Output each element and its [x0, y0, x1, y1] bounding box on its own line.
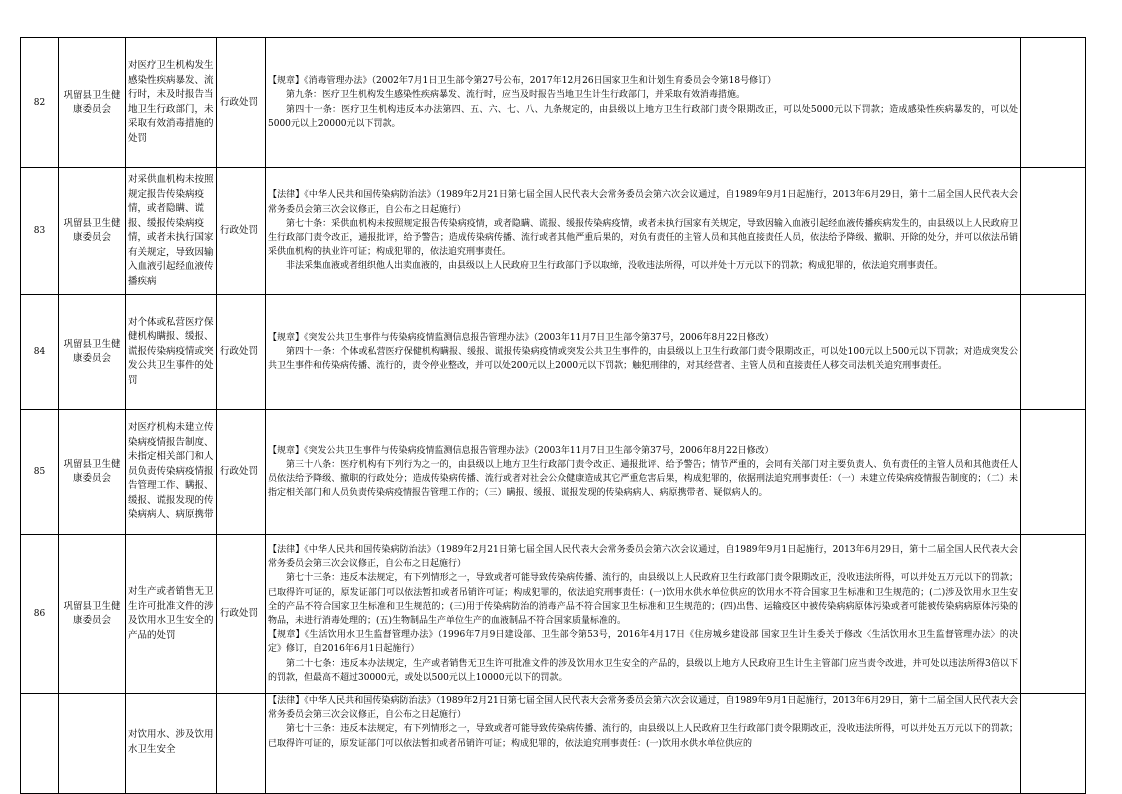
department: 巩留县卫生健康委员会 — [59, 295, 126, 410]
row-number: 83 — [21, 168, 59, 295]
basis-article: 第四十一条：医疗卫生机构违反本办法第四、五、六、七、八、九条规定的，由县级以上地方卫生行政部门责令限期改正，可以处5000元以下罚款；造成感染性疾病暴发的，可以处5000元以上20000元以下罚款。 — [268, 104, 1018, 129]
regulation-table-sheet — [20, 37, 1086, 794]
penalty-type — [217, 694, 266, 794]
basis-source: 【规章】《突发公共卫生事件与传染病疫情监测信息报告管理办法》（2003年11月7日卫生部令第37号，2006年8月22日修改） — [268, 332, 774, 343]
table-row — [21, 694, 1086, 794]
item-text: 对饮用水、涉及饮用水卫生安全 — [128, 729, 214, 755]
department — [59, 694, 126, 794]
basis-source: 【规章】《生活饮用水卫生监督管理办法》（1996年7月9日建设部、卫生部令第53号，2016年4月17日《住房城乡建设部 国家卫生计生委关于修改〈生活饮用水卫生监督管理办法〉的决定》修订，自2016年6月1日起施行） — [268, 630, 1018, 655]
table-row — [21, 535, 1086, 694]
remarks-cell — [1021, 535, 1086, 694]
basis-source: 【法律】《中华人民共和国传染病防治法》（1989年2月21日第七届全国人民代表大会常务委员会第六次会议通过，自1989年9月1日起施行，2013年6月29日，第十二届全国人民代表大会常务委员会第三次会议修正，自公布之日起施行） — [268, 544, 1018, 570]
remarks-cell — [1021, 295, 1086, 410]
penalty-type: 行政处罚 — [217, 168, 266, 295]
legal-basis — [266, 295, 1021, 410]
department: 巩留县卫生健康委员会 — [59, 168, 126, 295]
basis-source: 【规章】《突发公共卫生事件与传染病疫情监测信息报告管理办法》（2003年11月7日卫生部令第37号，2006年8月22日修改） — [268, 445, 774, 456]
legal-basis — [266, 410, 1021, 535]
item-name — [126, 295, 217, 410]
legal-basis — [266, 694, 1021, 794]
item-name — [126, 38, 217, 168]
department: 巩留县卫生健康委员会 — [59, 410, 126, 535]
department: 巩留县卫生健康委员会 — [59, 38, 126, 168]
legal-basis — [266, 535, 1021, 694]
item-text: 对生产或者销售无卫生许可批准文件的涉及饮用水卫生安全的产品的处罚 — [128, 586, 214, 641]
penalty-type: 行政处罚 — [217, 410, 266, 535]
basis-article: 第七十三条：违反本法规定，有下列情形之一，导致或者可能导致传染病传播、流行的，由县级以上人民政府卫生行政部门责令限期改正，没收违法所得，可以并处五万元以下的罚款；已取得许可证的，原发证部门可以依法暂扣或者吊销许可证；构成犯罪的，依法追究刑事责任：(一)饮用水供水单位供应的饮用水不符合国家卫生标准和卫生规范的；(二)涉及饮用水卫生安全的产品不符合国家卫生标准和卫生规范的；(三)用于传染病防治的消毒产品不符合国家卫生标准和卫生规范的；(四)出售、运输疫区中被传染病病原体污染或者可能被传染病病原体污染的物品，未进行消毒处理的；(五)生物制品生产单位生产的血液制品不符合国家质量标准的。 — [268, 573, 1018, 626]
department: 巩留县卫生健康委员会 — [59, 535, 126, 694]
remarks-cell — [1021, 38, 1086, 168]
item-name — [126, 535, 217, 694]
row-number — [21, 694, 59, 794]
remarks-cell — [1021, 168, 1086, 295]
item-text: 对个体或私营医疗保健机构瞒报、缓报、谎报传染病疫情或突发公共卫生事件的处罚 — [128, 316, 214, 386]
basis-article: 第二十七条：违反本办法规定，生产或者销售无卫生许可批准文件的涉及饮用水卫生安全的产品的，县级以上地方人民政府卫生计生主管部门应当责令改进，并可处以违法所得3倍以下的罚款，但最高不超过30000元，或处以500元以上10000元以下的罚款。 — [268, 658, 1018, 683]
basis-source: 【法律】《中华人民共和国传染病防治法》（1989年2月21日第七届全国人民代表大会常务委员会第六次会议通过，自1989年9月1日起施行，2013年6月29日，第十二届全国人民代表大会常务委员会第三次会议修正，自公布之日起施行） — [268, 190, 1018, 215]
basis-article: 第九条：医疗卫生机构发生感染性疾病暴发、流行时，应当及时报告当地卫生计生行政部门，并采取有效消毒措施。 — [286, 90, 746, 101]
legal-basis — [266, 168, 1021, 295]
basis-article: 第四十一条：个体或私营医疗保健机构瞒报、缓报、谎报传染病疫情或突发公共卫生事件的，由县级以上卫生行政部门责令限期改正，可以处100元以上500元以下罚款；对造成突发公共卫生事件和传染病传播、流行的，责令停业整改，并可以处200元以上2000元以下罚款；触犯刑律的，对其经营者、主管人员和直接责任人移交司法机关追究刑事责任。 — [268, 346, 1018, 372]
row-number: 84 — [21, 295, 59, 410]
row-number: 85 — [21, 410, 59, 535]
basis-source: 【法律】《中华人民共和国传染病防治法》（1989年2月21日第七届全国人民代表大会常务委员会第六次会议通过，自1989年9月1日起施行，2013年6月29日，第十二届全国人民代表大会常务委员会第三次会议修正，自公布之日起施行） — [268, 696, 1018, 721]
row-number: 82 — [21, 38, 59, 168]
basis-article: 第七十条：采供血机构未按照规定报告传染病疫情，或者隐瞒、谎报、缓报传染病疫情，或者未执行国家有关规定，导致因输入血液引起经血液传播疾病发生的，由县级以上人民政府卫生行政部门责令改正，通报批评，给予警告；造成传染病传播、流行或者其他严重后果的，对负有责任的主管人员和其他直接责任人员，依法给予降级、撤职、开除的处分，并可以依法吊销采供血机构的执业许可证；构成犯罪的，依法追究刑事责任。 — [268, 218, 1018, 258]
basis-source: 【规章】《消毒管理办法》（2002年7月1日卫生部令第27号公布，2017年12月26日国家卫生和计划生育委员会令第18号修订） — [268, 76, 777, 87]
penalty-type: 行政处罚 — [217, 38, 266, 168]
table-row — [21, 295, 1086, 410]
basis-article: 第七十三条：违反本法规定，有下列情形之一，导致或者可能导致传染病传播、流行的，由县级以上人民政府卫生行政部门责令限期改正，没收违法所得，可以并处五万元以下的罚款；已取得许可证的，原发证部门可以依法暂扣或者吊销许可证；构成犯罪的，依法追究刑事责任：(一)饮用水供水单位供应的 — [268, 724, 1018, 749]
item-text: 对采供血机构未按照规定报告传染病疫情，或者隐瞒、谎报、缓报传染病疫情，或者未执行国家有关规定，导致因输入血液引起经血液传播疾病 — [128, 174, 214, 287]
penalty-table — [20, 37, 1086, 794]
table-row — [21, 168, 1086, 295]
remarks-cell — [1021, 694, 1086, 794]
penalty-type: 行政处罚 — [217, 535, 266, 694]
item-text: 对医疗机构未建立传染病疫情报告制度、未指定相关部门和人员负责传染病疫情报告管理工作、瞒报、缓报、谎报发现的传染病病人、病原携带 — [128, 422, 214, 521]
basis-article: 非法采集血液或者组织他人出卖血液的，由县级以上人民政府卫生行政部门予以取缔，没收违法所得，可以并处十万元以下的罚款；构成犯罪的，依法追究刑事责任。 — [286, 261, 944, 272]
row-number: 86 — [21, 535, 59, 694]
item-name — [126, 410, 217, 535]
item-name — [126, 694, 217, 794]
remarks-cell — [1021, 410, 1086, 535]
penalty-type: 行政处罚 — [217, 295, 266, 410]
basis-article: 第三十八条：医疗机构有下列行为之一的，由县级以上地方卫生行政部门责令改正、通报批评、给予警告；情节严重的，会同有关部门对主要负责人、负有责任的主管人员和其他责任人员依法给予降级、撤职的行政处分；造成传染病传播、流行或者对社会公众健康造成其它严重危害后果，构成犯罪的，依据刑法追究刑事责任：（一）未建立传染病疫情报告制度的；（二）未指定相关部门和人员负责传染病疫情报告管理工作的；（三）瞒报、缓报、谎报发现的传染病病人、病原携带者、疑似病人的。 — [268, 459, 1018, 499]
table-row — [21, 410, 1086, 535]
item-text: 对医疗卫生机构发生感染性疾病暴发、流行时，未及时报告当地卫生行政部门，未采取有效消毒措施的处罚 — [128, 60, 214, 144]
item-name — [126, 168, 217, 295]
legal-basis — [266, 38, 1021, 168]
table-row — [21, 38, 1086, 168]
